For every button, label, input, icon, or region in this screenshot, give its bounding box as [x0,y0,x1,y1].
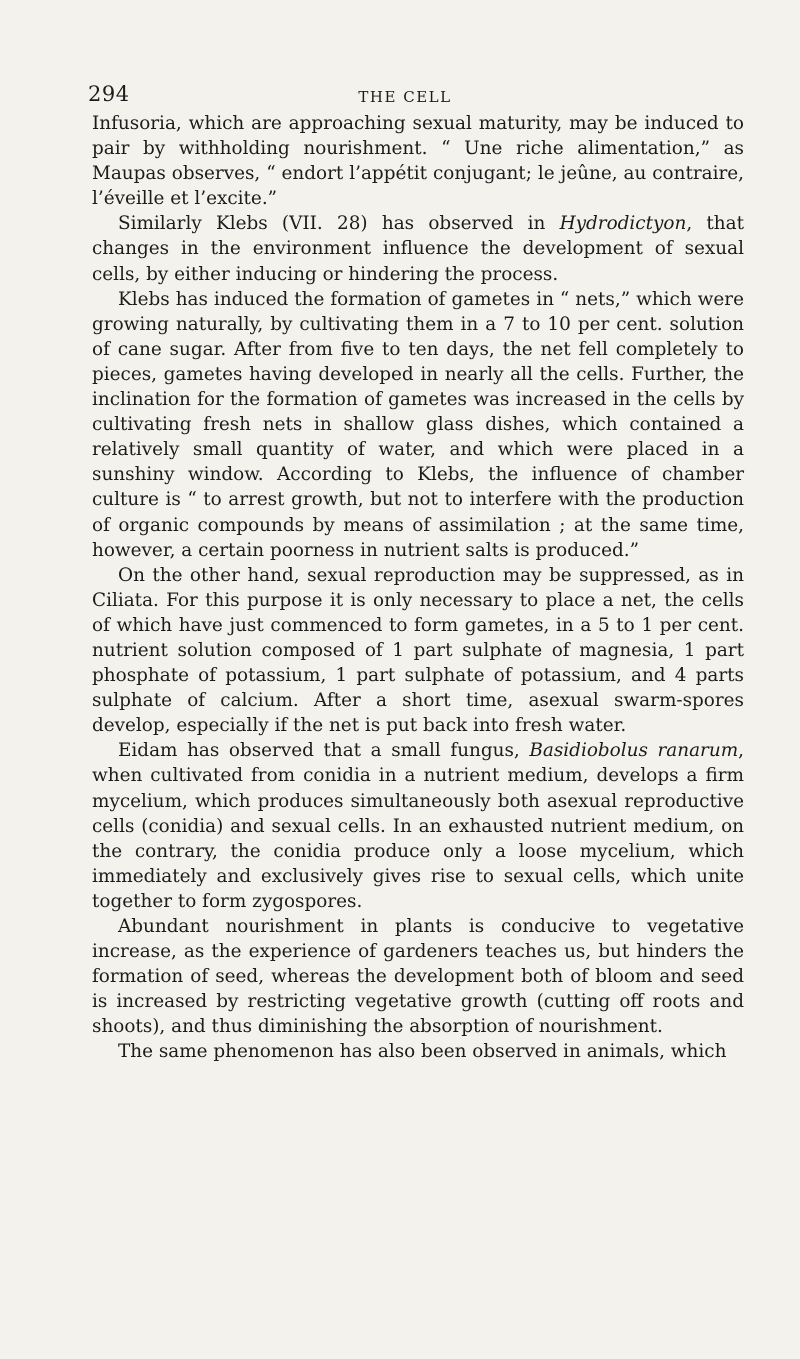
body-text [92,111,744,1065]
paragraph [92,914,744,1039]
paragraph [92,287,744,563]
text-run: The same phenomenon has also been observed in animals, which [118,1041,727,1063]
italic-text: Hydrodictyon [559,213,687,235]
running-head: THE CELL [358,88,452,106]
page-number: 294 [88,82,130,106]
text-run: Abundant nourishment in plants is conducive to vegetative increase, as the experience of gardeners teaches us, but hinders the formation of seed, whereas the development both of bloom and seed is increased by restricting vegetative growth (cutting off roots and shoots), and thus diminishing the absorption of nourishment. [92,916,744,1038]
paragraph [92,111,744,211]
paragraph [92,738,744,914]
paragraph [92,211,744,286]
paragraph [92,563,744,739]
text-run: , that changes in the environment influence the development of sexual cells, by either inducing or hindering the process. [92,213,745,285]
text-run: Klebs has induced the formation of gametes in “ nets,” which were growing naturally, by cultivating them in a 7 to 10 per cent. solution of cane sugar. After from five to ten days, the net fell completely to pieces, gametes having developed in nearly all the cells. Further, the inclination for the formation of gametes was increased in the cells by cultivating fresh nets in shallow glass dishes, which contained a relatively small quantity of water, and which were placed in a sunshiny window. According to Klebs, the influence of chamber culture is “ to arrest growth, but not to interfere with the production of organic compounds by means of assimilation ; at the same time, however, a certain poorness in nutrient salts is produced.” [92,288,744,561]
text-run: On the other hand, sexual reproduction may be suppressed, as in Ciliata. For this purpose it is only necessary to place a net, the cells of which have just commenced to form gametes, in a 5 to 1 per cent. nutrient solution composed of 1 part sulphate of magnesia, 1 part phosphate of potassium, 1 part sulphate of potassium, and 4 parts sulphate of calcium. After a short time, asexual swarm-spores develop, especially if the net is put back into fresh water. [92,564,744,737]
text-run: , when cultivated from conidia in a nutrient medium, develops a firm mycelium, which produces simultaneously both asexual reproductive cells (conidia) and sexual cells. In an exhausted nutrient medium, on the contrary, the conidia produce only a loose mycelium, which immediately and exclusively gives rise to sexual cells, which unite together to form zygospores. [92,740,744,912]
paragraph [92,1039,744,1064]
text-run: Similarly Klebs (VII. 28) has observed in [118,213,560,235]
text-run: Infusoria, which are approaching sexual maturity, may be induced to pair by withholding nourishment. “ Une riche alimentation,” as Maupas observes, “ endort l’appétit conjugant; le jeûne, au contraire, l’éveille et l’excite.” [92,113,744,210]
text-run: Eidam has observed that a small fungus, [118,740,530,762]
italic-text: Basidiobolus ranarum [529,740,739,762]
